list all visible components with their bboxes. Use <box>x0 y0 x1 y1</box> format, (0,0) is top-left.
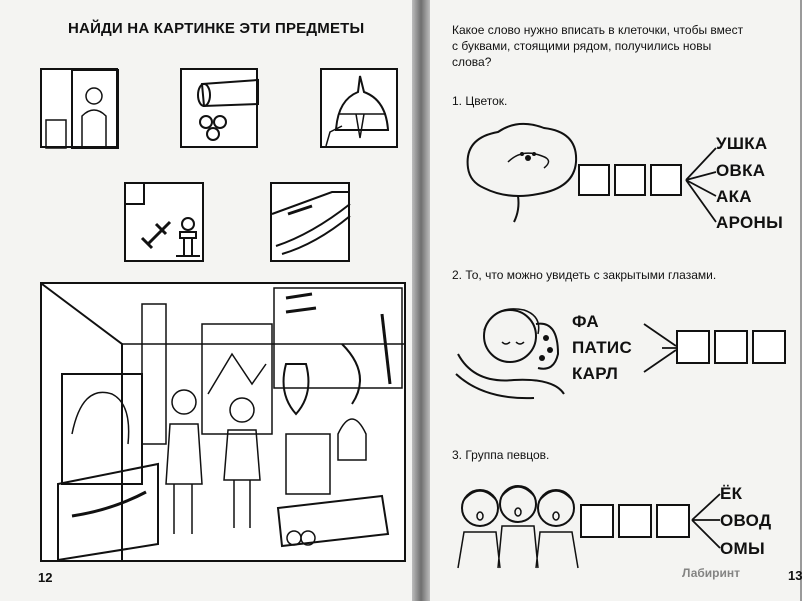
answer-cell[interactable] <box>752 330 786 364</box>
word: ОВОД <box>720 511 772 530</box>
item-box-portrait <box>40 68 118 148</box>
word: ПАТИС <box>572 338 633 357</box>
word: ОМЫ <box>720 539 765 558</box>
helmet-icon <box>322 70 400 150</box>
sleeping-girl-icon <box>454 294 572 406</box>
item-box-sword-hilt <box>124 182 204 262</box>
right-page <box>430 0 800 601</box>
answer-cell[interactable] <box>650 164 682 196</box>
task-1-label: 1. Цветок. <box>452 94 508 108</box>
museum-scene <box>40 282 406 562</box>
answer-cell[interactable] <box>614 164 646 196</box>
intro-line-2: с буквами, стоящими рядом, получились новы <box>452 39 712 53</box>
answer-cell[interactable] <box>714 330 748 364</box>
tusk-icon <box>272 184 352 264</box>
task-3-label: 3. Группа певцов. <box>452 448 550 462</box>
item-box-helmet <box>320 68 398 148</box>
choir-icon <box>454 476 582 570</box>
page-title: НАЙДИ НА КАРТИНКЕ ЭТИ ПРЕДМЕТЫ <box>68 20 365 37</box>
word: УШКА <box>716 134 768 153</box>
answer-cell[interactable] <box>580 504 614 538</box>
connector-lines <box>690 488 724 556</box>
word: КАРЛ <box>572 364 619 383</box>
word: АКА <box>716 187 752 206</box>
item-box-cannon <box>180 68 258 148</box>
museum-scene-icon <box>42 284 404 560</box>
intro-line-3: слова? <box>452 55 492 69</box>
word: АРОНЫ <box>716 213 784 232</box>
watermark: Лабиринт <box>682 566 741 580</box>
sword-hilt-icon <box>126 184 206 264</box>
answer-cell[interactable] <box>578 164 610 196</box>
page-number: 13 <box>788 568 802 583</box>
flower-icon <box>458 118 588 223</box>
word: ФА <box>572 312 599 331</box>
word: ЁК <box>720 484 743 503</box>
page-number: 12 <box>38 570 53 585</box>
answer-cell[interactable] <box>656 504 690 538</box>
answer-cell[interactable] <box>618 504 652 538</box>
cannon-icon <box>182 70 260 150</box>
answer-cell[interactable] <box>676 330 710 364</box>
connector-lines <box>642 316 678 380</box>
portrait-icon <box>42 70 120 150</box>
intro-line-1: Какое слово нужно вписать в клеточки, чтобы вмест <box>452 23 744 37</box>
task-2-label: 2. То, что можно увидеть с закрытыми глазами. <box>452 268 717 282</box>
word: ОВКА <box>716 161 766 180</box>
book-spine <box>412 0 430 601</box>
item-box-tusk <box>270 182 350 262</box>
